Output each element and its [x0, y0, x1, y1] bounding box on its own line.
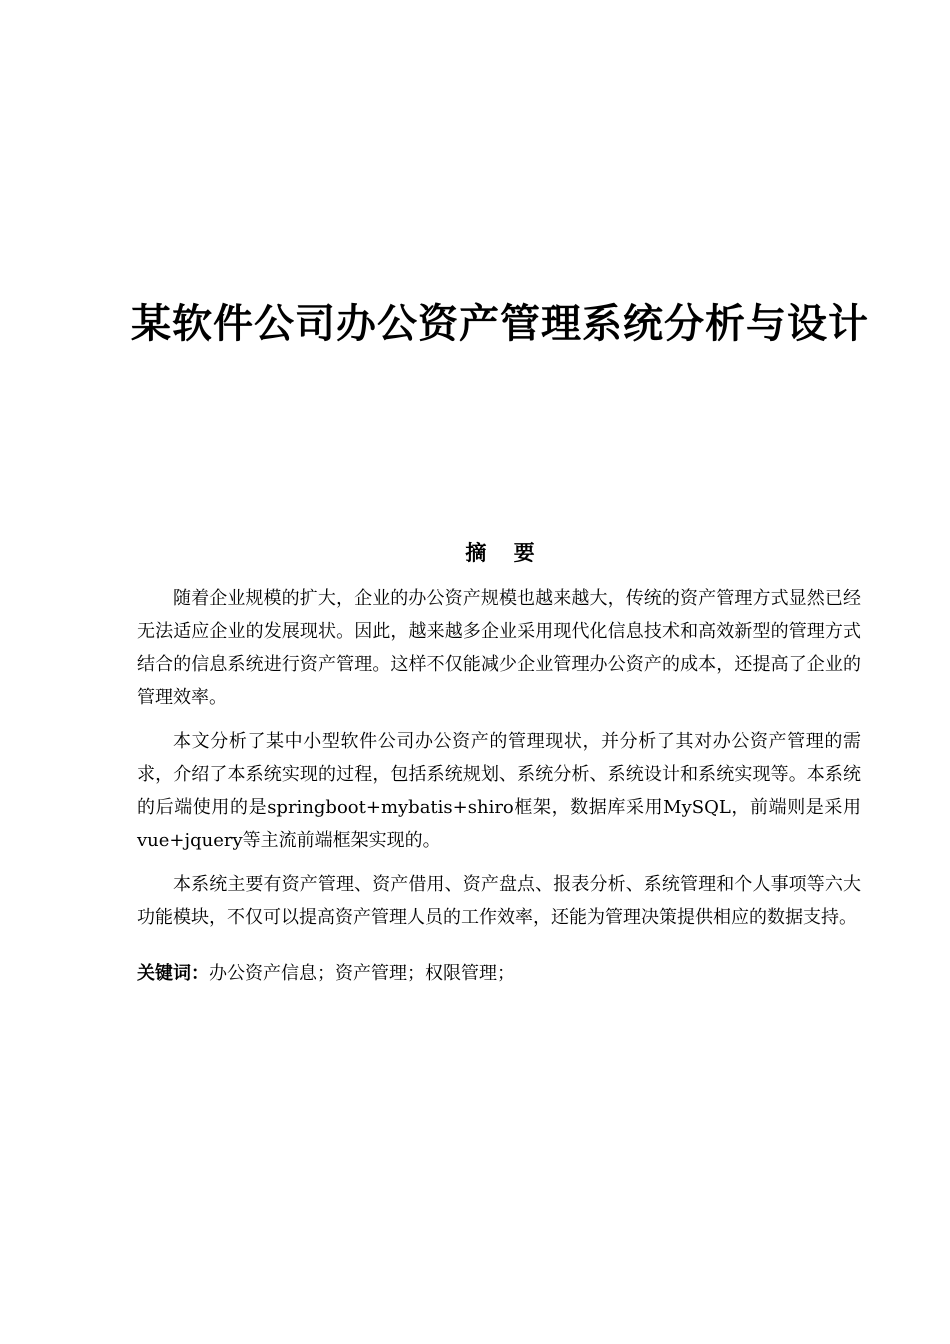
abstract-heading: 摘 要	[465, 541, 535, 565]
abstract-paragraph-1: 随着企业规模的扩大，企业的办公资产规模也越来越大，传统的资产管理方式显然已经无法适应企业的发展现状。因此，越来越多企业采用现代化信息技术和高效新型的管理方式结合的信息系统进行资产管理。这样不仅能减少企业管理办公资产的成本，还提高了企业的管理效率。	[137, 588, 861, 708]
keywords-label: 关键词：	[137, 963, 209, 984]
abstract-paragraph-3: 本系统主要有资产管理、资产借用、资产盘点、报表分析、系统管理和个人事项等六大功能模块，不仅可以提高资产管理人员的工作效率，还能为管理决策提供相应的数据支持。	[137, 874, 861, 928]
abstract-body	[137, 582, 861, 945]
document-title: 某软件公司办公资产管理系统分析与设计	[131, 301, 869, 347]
keywords-value: 办公资产信息；资产管理；权限管理；	[209, 963, 515, 984]
keywords-line	[137, 957, 861, 990]
abstract-paragraph-2: 本文分析了某中小型软件公司办公资产的管理现状，并分析了其对办公资产管理的需求，介绍了本系统实现的过程，包括系统规划、系统分析、系统设计和系统实现等。本系统的后端使用的是springboot+mybatis+shiro框架，数据库采用MySQL，前端则是采用vue+jquery等主流前端框架实现的。	[137, 731, 861, 851]
